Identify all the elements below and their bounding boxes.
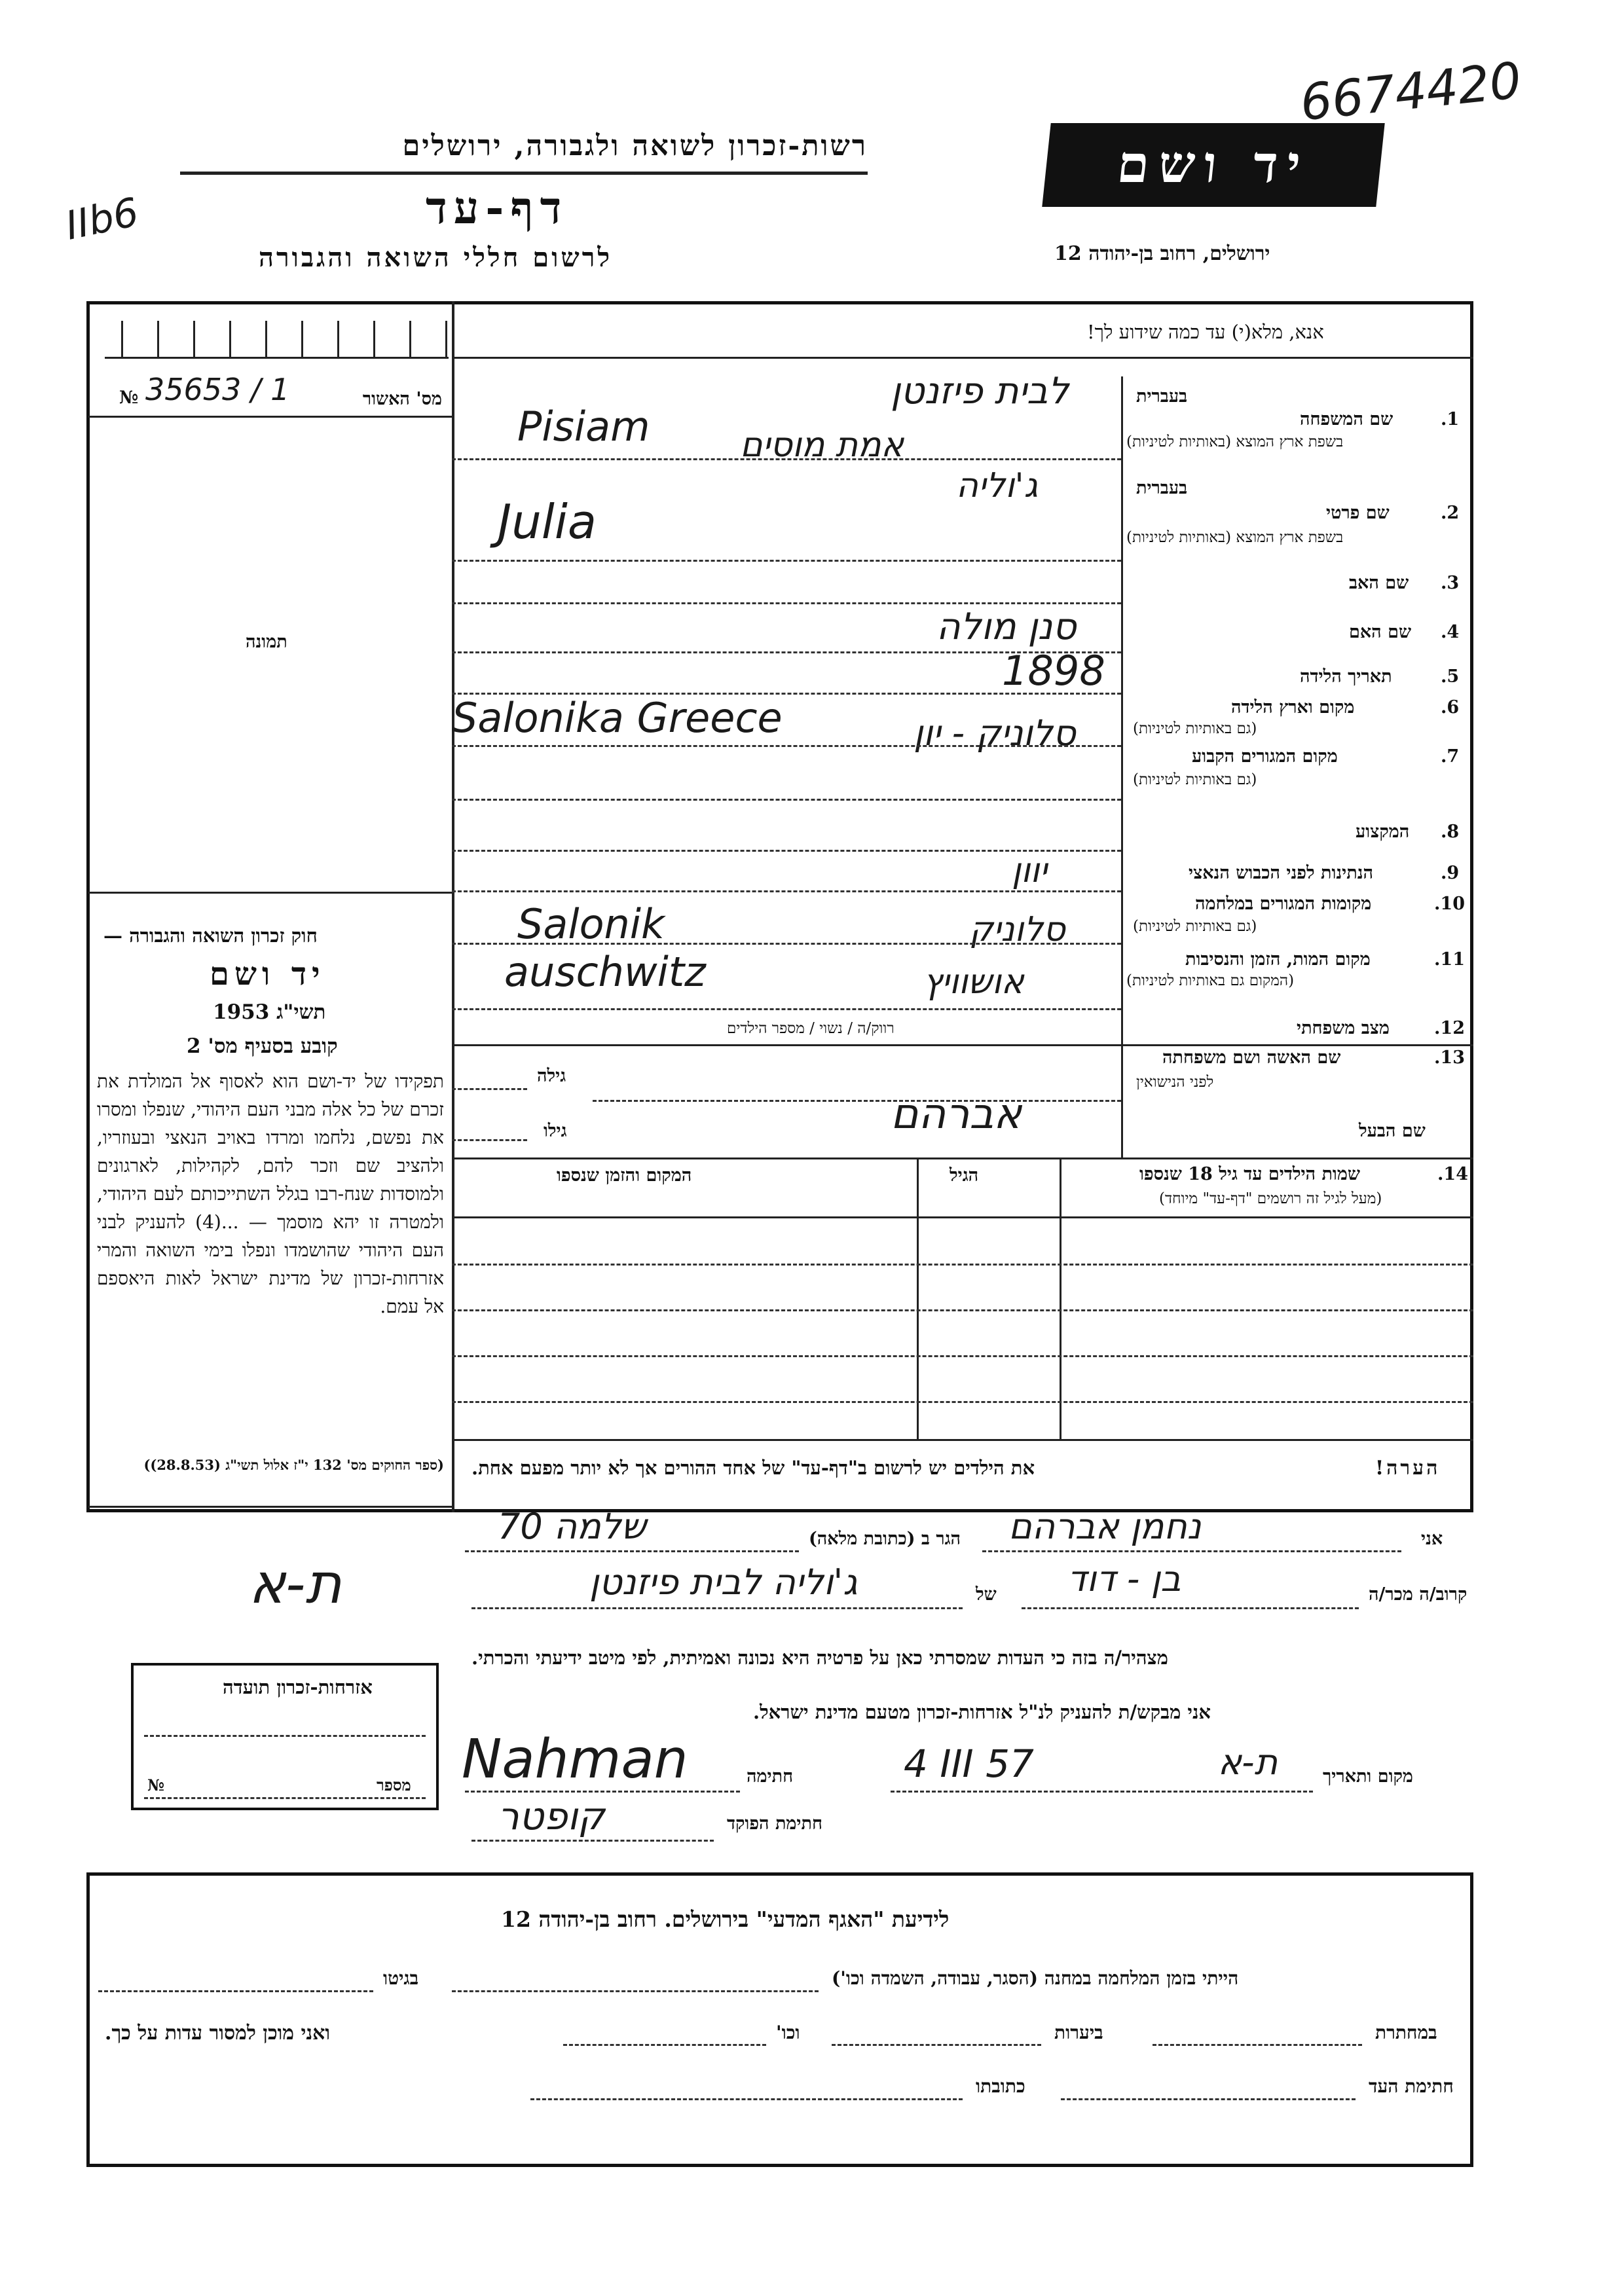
field13-line	[593, 1100, 1121, 1102]
field7-label: מקום המגורים הקבוע	[1192, 746, 1338, 767]
field10-sub: (גם באותיות לטיניות)	[1133, 918, 1257, 935]
field13-number: 13.	[1434, 1048, 1465, 1068]
field13-sub: לפני הנישואין	[1136, 1074, 1214, 1091]
certificate-number-label: מספר	[377, 1776, 411, 1795]
field6-value-hebrew[interactable]: סלוניק - יון	[913, 712, 1076, 754]
declaration-statement: מצהיר/ה בזה כי העדות שמסרתי כאן על פרטיה היא נכונה ואמיתית, לפי מיטב ידיעתי והכרתי.	[471, 1647, 1168, 1669]
relative-label: קרוב/ה מכר/ה	[1369, 1584, 1467, 1605]
children-bottom-line	[452, 1439, 1473, 1441]
children-row-2	[452, 1309, 1473, 1311]
certificate-number-prefix: №	[147, 1776, 165, 1795]
resident-line	[465, 1550, 799, 1552]
field12-line	[452, 1044, 1473, 1046]
certificate-line-2	[144, 1797, 426, 1799]
signature-value[interactable]: Nahman	[462, 1728, 688, 1791]
footer-line1-field-b	[98, 1990, 373, 1992]
instruction: אנא, מלא(י) עד כמה שידוע לך!	[1087, 321, 1324, 343]
footer-line2-field-c	[563, 2044, 766, 2046]
field3-label: שם האב	[1349, 573, 1409, 593]
husband-line	[452, 1157, 1473, 1159]
field10-line	[452, 943, 1121, 945]
field2-label: שם פרטי	[1326, 503, 1390, 523]
field9-line	[452, 890, 1121, 892]
place-value[interactable]: ת-א	[1218, 1741, 1278, 1783]
field4-value[interactable]: סנן מולה	[936, 606, 1077, 648]
officer-label: חתימת הפוקד	[727, 1813, 822, 1834]
authority-name: רשות-זכרון לשואה ולגבורה, ירושלים	[402, 130, 868, 162]
footer-line2-c: וכו'	[776, 2022, 800, 2043]
footer-line1-a: הייתי בזמן המלחמה במחנה (הסגר, עבודה, השמדה וכו')	[832, 1967, 1239, 1989]
field10-label: מקומות המגורים במלחמה	[1195, 894, 1372, 914]
field3-line	[452, 602, 1121, 604]
field4-label: שם האם	[1349, 622, 1412, 642]
law-name: יד ושם	[210, 956, 325, 993]
certificate-line-1	[144, 1735, 426, 1737]
field1-lang: בעברית	[1136, 386, 1188, 407]
field11-label: מקום המות, הזמן והנסיבות	[1185, 949, 1371, 970]
field12-sub-inline: רווק/ה / נשוי / מספר הילדים	[727, 1020, 895, 1037]
photo-label: תמונה	[246, 632, 287, 652]
field2-value-hebrew[interactable]: ג'וליה	[956, 466, 1039, 505]
children-row-1	[452, 1264, 1473, 1266]
instruction-divider	[452, 357, 1473, 359]
field11-sub: (המקום גם באותיות לטיניות)	[1126, 972, 1295, 989]
footer-line2-b: ביערות	[1054, 2022, 1103, 2043]
field8-label: המקצוע	[1356, 822, 1410, 842]
relative-value[interactable]: בן - דוד	[1067, 1558, 1181, 1599]
field6-sub: (גם באותיות לטיניות)	[1133, 720, 1257, 737]
field6-label: מקום וארץ הלידה	[1231, 697, 1355, 718]
form-subtitle: לרשום חללי השואה והגבורה	[259, 242, 613, 273]
field6-line	[452, 745, 1121, 747]
field2-line	[452, 560, 1121, 562]
date-value[interactable]: 4 III 57	[904, 1741, 1034, 1786]
field12-number: 12.	[1434, 1018, 1465, 1038]
yad-vashem-logo	[1042, 123, 1384, 207]
field2-lang: בעברית	[1136, 478, 1188, 498]
field10-value-latin[interactable]: Salonik	[517, 900, 665, 948]
field6-value-latin[interactable]: Salonika Greece	[452, 694, 783, 742]
form-title: דף-עד	[426, 182, 568, 234]
law-clause: קובע בסעיף מס' 2	[187, 1034, 338, 1058]
note-label: הערה!	[1375, 1457, 1441, 1480]
signature-label: חתימה	[747, 1766, 794, 1787]
approval-number-value: 35653 / 1	[145, 372, 290, 407]
relative-line	[1022, 1607, 1359, 1609]
footer-line2-field-a	[1153, 2044, 1362, 2046]
field10-number: 10.	[1434, 894, 1465, 914]
note-text: את הילדים יש לרשום ב"דף-עד" של אחד ההורים אך לא יותר מפעם אחת.	[471, 1457, 1035, 1479]
footer-line2-field-b	[832, 2044, 1041, 2046]
footer-line1-field-a	[452, 1990, 819, 1992]
field1-value-latin[interactable]: Pisiam	[517, 403, 650, 450]
of-value[interactable]: ג'וליה לבית פיזנטן	[589, 1561, 858, 1603]
field1-label: שם המשפחה	[1300, 409, 1393, 429]
resident-value[interactable]: שלמה 70	[498, 1506, 646, 1547]
of-label: של	[976, 1584, 997, 1605]
ani-label: אני	[1421, 1529, 1443, 1549]
place-date-line	[891, 1791, 1313, 1793]
field5-value[interactable]: 1898	[1002, 647, 1105, 695]
photo-divider	[88, 892, 452, 894]
approval-divider	[88, 416, 452, 418]
field10-value-hebrew[interactable]: סלוניק	[969, 910, 1065, 949]
footer-line1-b: בגיטו	[383, 1967, 419, 1989]
children-sub: (מעל לגיל זה רושמים "דף-עד" מיוחד)	[1159, 1190, 1382, 1207]
children-header-line	[452, 1216, 1473, 1218]
field11-number: 11.	[1434, 949, 1465, 970]
field1-value-hebrew[interactable]: לבית פיזנטן	[891, 370, 1069, 412]
children-row-3	[452, 1355, 1473, 1357]
children-number: 14.	[1437, 1164, 1468, 1184]
husband-label: שם הבעל	[1359, 1121, 1426, 1141]
field2-sub: בשפת ארץ המוצא (באותיות לטיניות)	[1126, 529, 1344, 546]
law-bottom-line	[88, 1506, 452, 1508]
logo-text: יד ושם	[1114, 135, 1313, 194]
field7-line	[452, 799, 1121, 801]
children-col-divider-2	[1060, 1157, 1061, 1439]
field5-number: 5.	[1441, 666, 1460, 687]
side-mark: ת-א	[249, 1552, 342, 1616]
left-column-divider	[452, 301, 454, 1512]
declaration-request: אני מבקש/ת להעניק לנ"ל אזרחות-זכרון מטעם מדינת ישראל.	[753, 1701, 1211, 1723]
field6-number: 6.	[1441, 697, 1460, 718]
authority-underline	[180, 172, 868, 175]
field1-sub: בשפת ארץ המוצא (באותיות לטיניות)	[1126, 433, 1344, 450]
field12-label: מצב משפחתי	[1297, 1018, 1390, 1038]
field1-line	[452, 458, 1121, 460]
law-body: תפקידו של יד-ושם הוא לאסוף אל המולדת את זכרם של כל אלה מבני העם היהודי, שנפלו ומסרו את נפשם, נלחמו ומרדו באויב הנאצי ובעוזריו, ולהציב שם וזכר להם, לקהילות, לארגונים ולמוסדות שנח-רבו בגלל השתייכותם לעם היהודי, ולמטרה זו יהא מוסמך — ...(4) להעניק לבני העם היהודי שהושמדו ונפלו בימי השואה והמרי אזרחות-זכרון של מדינת ישראל לאות היאספם אל עמם.	[97, 1070, 444, 1317]
signature-line	[465, 1791, 740, 1793]
field8-number: 8.	[1441, 822, 1460, 842]
approval-number-label: מס' האשור	[362, 389, 442, 409]
footer-line3-b: כתובתו	[976, 2075, 1025, 2097]
field1-value-alt[interactable]: אמת מוסים	[740, 426, 904, 465]
field2-value-latin[interactable]: Julia	[498, 494, 597, 549]
footer-title: לידיעת "האגף המדעי" בירושלים. רחוב בן-יהודה 12	[501, 1906, 950, 1932]
ani-line	[982, 1550, 1401, 1552]
field1-number: 1.	[1441, 409, 1460, 429]
field5-label: תאריך הלידה	[1300, 666, 1392, 687]
husband-age-line	[452, 1139, 527, 1141]
field3-number: 3.	[1441, 573, 1460, 593]
margin-code: IIb6	[61, 189, 143, 249]
footer-line3-field-a	[1061, 2098, 1356, 2100]
law-title: חוק זכרון השואה והגבורה —	[103, 924, 318, 947]
approval-number-prefix: №	[119, 388, 139, 408]
field9-number: 9.	[1441, 863, 1460, 883]
field11-value-hebrew[interactable]: אושוויץ	[923, 962, 1024, 1002]
field13-label: שם האשה ושם משפחתה	[1162, 1048, 1341, 1068]
field9-label: הנתינות לפני הכבוש הנאצי	[1189, 863, 1374, 883]
field11-line	[452, 1008, 1121, 1010]
children-col-divider-1	[917, 1157, 919, 1439]
of-line	[471, 1607, 963, 1609]
wife-age-label: גילה	[537, 1066, 566, 1086]
husband-age-label: גילו	[544, 1121, 567, 1141]
field2-number: 2.	[1441, 503, 1460, 523]
law-reference: (ספר החוקים מס' 132 י"ז אלול תשי"ג (28.8.53))	[143, 1457, 444, 1473]
footer-line2-a: במחתרת	[1375, 2022, 1437, 2043]
law-year: תשי"ג 1953	[213, 1000, 326, 1024]
husband-value[interactable]: אברהם	[891, 1090, 1022, 1139]
children-col-age: הגיל	[950, 1165, 979, 1186]
address: ירושלים, רחוב בן-יהודה 12	[1054, 242, 1270, 265]
footer-line2-d: ואני מוכן למסור עדות על כך.	[105, 2022, 331, 2045]
children-col-place: המקום והזמן שנספו	[557, 1165, 692, 1186]
field7-number: 7.	[1441, 746, 1460, 767]
officer-line	[471, 1840, 714, 1842]
children-label: שמות הילדים עד גיל 18 שנספו	[1139, 1164, 1360, 1184]
archive-number: 6674420	[1297, 50, 1524, 132]
officer-value[interactable]: קופטר	[498, 1794, 605, 1838]
ani-value[interactable]: נחמן אברהם	[1008, 1506, 1202, 1547]
label-column-divider	[1121, 376, 1123, 1159]
footer-line3-field-b	[530, 2098, 963, 2100]
footer-line3-a: חתימת העד	[1369, 2075, 1454, 2097]
place-date-label: מקום ותאריך	[1323, 1766, 1413, 1787]
certificate-title: אזרחות-זכרון תועדה	[223, 1676, 373, 1698]
field7-sub: (גם באותיות לטיניות)	[1133, 771, 1257, 788]
field9-value[interactable]: יוון	[1012, 851, 1048, 890]
children-row-4	[452, 1401, 1473, 1403]
field11-value-latin[interactable]: auschwitz	[504, 948, 706, 996]
field4-number: 4.	[1441, 622, 1460, 642]
ticket-boxes	[105, 321, 449, 359]
wife-age-line	[452, 1088, 527, 1090]
resident-label: הגר ב (כתובת מלאה)	[809, 1529, 961, 1549]
